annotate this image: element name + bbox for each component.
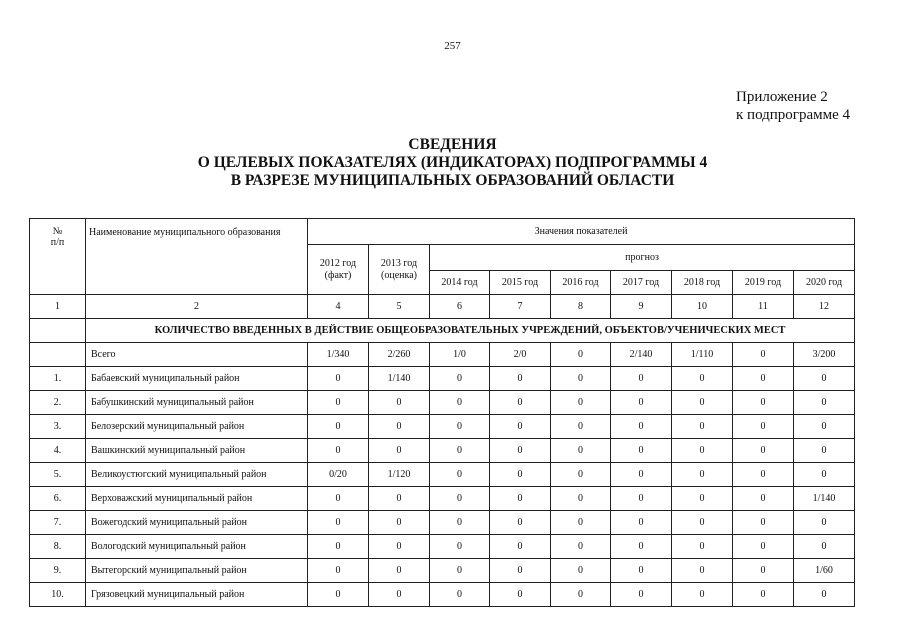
value-cell: 0 — [551, 511, 611, 535]
value-cell: 0 — [672, 367, 733, 391]
title-line-3: В РАЗРЕЗЕ МУНИЦИПАЛЬНЫХ ОБРАЗОВАНИЙ ОБЛАСТИ — [230, 172, 675, 189]
header-forecast: прогноз — [430, 245, 855, 271]
value-cell: 0 — [672, 391, 733, 415]
municipality-name: Верховажский муниципальный район — [86, 487, 308, 511]
value-cell: 0 — [430, 463, 490, 487]
value-cell: 0 — [733, 487, 794, 511]
column-number: 4 — [308, 295, 369, 319]
column-number: 5 — [369, 295, 430, 319]
header-values: Значения показателей — [308, 219, 855, 245]
value-cell: 0 — [430, 367, 490, 391]
column-number: 12 — [794, 295, 855, 319]
value-cell: 0 — [551, 367, 611, 391]
value-cell: 0 — [430, 535, 490, 559]
row-number: 6. — [30, 487, 86, 511]
table-row — [30, 415, 855, 439]
value-cell: 0 — [611, 463, 672, 487]
value-cell: 0 — [551, 559, 611, 583]
table-row — [30, 583, 855, 607]
municipality-name: Вытегорский муниципальный район — [86, 559, 308, 583]
value-cell: 0 — [490, 511, 551, 535]
row-number: 10. — [30, 583, 86, 607]
table-row — [30, 439, 855, 463]
value-cell: 0 — [430, 415, 490, 439]
municipality-name: Вожегодский муниципальный район — [86, 511, 308, 535]
value-cell: 2/260 — [369, 343, 430, 367]
value-cell: 0 — [672, 487, 733, 511]
value-cell: 0 — [551, 391, 611, 415]
municipality-name: Великоустюгский муниципальный район — [86, 463, 308, 487]
value-cell: 0 — [308, 415, 369, 439]
row-number: 7. — [30, 511, 86, 535]
table-row — [30, 535, 855, 559]
header-year: 2019 год — [733, 271, 794, 295]
value-cell: 1/0 — [430, 343, 490, 367]
value-cell: 0 — [672, 583, 733, 607]
row-number: 5. — [30, 463, 86, 487]
value-cell: 3/200 — [794, 343, 855, 367]
column-number: 2 — [86, 295, 308, 319]
header-2013-line-2: (оценка) — [381, 269, 417, 281]
municipality-name: Вологодский муниципальный район — [86, 535, 308, 559]
value-cell: 0/20 — [308, 463, 369, 487]
value-cell: 0 — [733, 391, 794, 415]
value-cell: 1/140 — [369, 367, 430, 391]
value-cell: 0 — [733, 535, 794, 559]
value-cell: 0 — [611, 439, 672, 463]
header-number-line-1: № — [52, 226, 63, 237]
value-cell: 0 — [369, 535, 430, 559]
header-year: 2018 год — [672, 271, 733, 295]
value-cell: 0 — [369, 391, 430, 415]
value-cell: 0 — [369, 487, 430, 511]
value-cell: 0 — [611, 535, 672, 559]
value-cell: 0 — [369, 415, 430, 439]
column-number: 7 — [490, 295, 551, 319]
value-cell: 0 — [430, 559, 490, 583]
column-number: 8 — [551, 295, 611, 319]
value-cell: 0 — [551, 535, 611, 559]
value-cell: 0 — [369, 559, 430, 583]
header-number — [30, 219, 86, 295]
column-number: 10 — [672, 295, 733, 319]
value-cell: 0 — [611, 367, 672, 391]
appendix-note — [736, 88, 850, 124]
value-cell: 0 — [733, 367, 794, 391]
row-number: 2. — [30, 391, 86, 415]
table-row — [30, 511, 855, 535]
value-cell: 0 — [794, 583, 855, 607]
title-line-1: СВЕДЕНИЯ — [408, 136, 497, 153]
indicators-table — [29, 218, 855, 607]
value-cell: 0 — [490, 463, 551, 487]
header-year: 2016 год — [551, 271, 611, 295]
row-number: 4. — [30, 439, 86, 463]
page-number: 257 — [444, 40, 461, 52]
value-cell: 0 — [369, 439, 430, 463]
value-cell: 0 — [490, 535, 551, 559]
value-cell: 0 — [733, 583, 794, 607]
value-cell: 1/110 — [672, 343, 733, 367]
municipality-name: Белозерский муниципальный район — [86, 415, 308, 439]
value-cell: 0 — [490, 415, 551, 439]
value-cell: 0 — [490, 583, 551, 607]
value-cell: 0 — [308, 367, 369, 391]
value-cell: 0 — [551, 583, 611, 607]
column-number: 1 — [30, 295, 86, 319]
header-number-line-2: п/п — [50, 237, 65, 248]
value-cell: 0 — [672, 439, 733, 463]
column-number-row — [30, 295, 855, 319]
value-cell: 0 — [672, 415, 733, 439]
header-year-2012 — [308, 245, 369, 295]
value-cell: 0 — [611, 391, 672, 415]
row-number: 8. — [30, 535, 86, 559]
value-cell: 0 — [551, 343, 611, 367]
value-cell: 0 — [672, 559, 733, 583]
value-cell: 0 — [672, 535, 733, 559]
value-cell: 0 — [430, 391, 490, 415]
value-cell: 0 — [794, 415, 855, 439]
value-cell: 1/140 — [794, 487, 855, 511]
value-cell: 0 — [794, 391, 855, 415]
value-cell: 0 — [733, 511, 794, 535]
value-cell: 0 — [794, 367, 855, 391]
value-cell: 0 — [490, 487, 551, 511]
appendix-line-1: Приложение 2 — [736, 89, 828, 105]
value-cell: 0 — [733, 559, 794, 583]
header-2012-line-2: (факт) — [324, 269, 352, 281]
municipality-name: Бабаевский муниципальный район — [86, 367, 308, 391]
value-cell: 0 — [490, 391, 551, 415]
value-cell: 0 — [672, 511, 733, 535]
municipality-name: Бабушкинский муниципальный район — [86, 391, 308, 415]
row-number: 9. — [30, 559, 86, 583]
table-row — [30, 463, 855, 487]
value-cell: 0 — [369, 511, 430, 535]
title-line-2: О ЦЕЛЕВЫХ ПОКАЗАТЕЛЯХ (ИНДИКАТОРАХ) ПОДПРОГРАММЫ 4 — [197, 154, 708, 171]
value-cell: 0 — [308, 511, 369, 535]
value-cell: 0 — [490, 439, 551, 463]
section-spacer — [30, 319, 86, 343]
value-cell: 0 — [794, 463, 855, 487]
row-number — [30, 343, 86, 367]
value-cell: 0 — [551, 487, 611, 511]
value-cell: 0 — [611, 487, 672, 511]
header-year: 2020 год — [794, 271, 855, 295]
municipality-name: Вашкинский муниципальный район — [86, 439, 308, 463]
value-cell: 0 — [369, 583, 430, 607]
value-cell: 2/140 — [611, 343, 672, 367]
value-cell: 0 — [308, 559, 369, 583]
value-cell: 0 — [733, 439, 794, 463]
table-row — [30, 367, 855, 391]
value-cell: 0 — [551, 415, 611, 439]
value-cell: 0 — [308, 583, 369, 607]
value-cell: 0 — [611, 559, 672, 583]
municipality-name: Грязовецкий муниципальный район — [86, 583, 308, 607]
header-2013-line-1: 2013 год — [380, 257, 418, 269]
header-name: Наименование муниципального образования — [86, 219, 308, 295]
value-cell: 2/0 — [490, 343, 551, 367]
document-title — [0, 136, 905, 190]
column-number: 6 — [430, 295, 490, 319]
value-cell: 0 — [490, 559, 551, 583]
section-title: КОЛИЧЕСТВО ВВЕДЕННЫХ В ДЕЙСТВИЕ ОБЩЕОБРАЗОВАТЕЛЬНЫХ УЧРЕЖДЕНИЙ, ОБЪЕКТОВ/УЧЕНИЧЕСКИХ МЕСТ — [86, 319, 855, 343]
value-cell: 0 — [551, 463, 611, 487]
value-cell: 0 — [308, 535, 369, 559]
column-number: 9 — [611, 295, 672, 319]
municipality-name: Всего — [86, 343, 308, 367]
value-cell: 0 — [430, 487, 490, 511]
value-cell: 1/340 — [308, 343, 369, 367]
value-cell: 0 — [308, 439, 369, 463]
table-row — [30, 559, 855, 583]
value-cell: 0 — [794, 511, 855, 535]
header-2012-line-1: 2012 год — [319, 257, 357, 269]
value-cell: 0 — [430, 583, 490, 607]
header-year: 2014 год — [430, 271, 490, 295]
value-cell: 0 — [611, 511, 672, 535]
value-cell: 0 — [733, 463, 794, 487]
table-row — [30, 343, 855, 367]
value-cell: 1/60 — [794, 559, 855, 583]
value-cell: 0 — [490, 367, 551, 391]
value-cell: 0 — [611, 583, 672, 607]
value-cell: 0 — [308, 391, 369, 415]
value-cell: 0 — [733, 415, 794, 439]
appendix-line-2: к подпрограмме 4 — [736, 107, 850, 123]
value-cell: 0 — [733, 343, 794, 367]
value-cell: 0 — [794, 439, 855, 463]
table-row — [30, 391, 855, 415]
header-year: 2015 год — [490, 271, 551, 295]
value-cell: 0 — [308, 487, 369, 511]
row-number: 3. — [30, 415, 86, 439]
row-number: 1. — [30, 367, 86, 391]
value-cell: 1/120 — [369, 463, 430, 487]
value-cell: 0 — [794, 535, 855, 559]
value-cell: 0 — [430, 511, 490, 535]
column-number: 11 — [733, 295, 794, 319]
header-year: 2017 год — [611, 271, 672, 295]
value-cell: 0 — [672, 463, 733, 487]
value-cell: 0 — [611, 415, 672, 439]
header-year-2013 — [369, 245, 430, 295]
table-row — [30, 487, 855, 511]
value-cell: 0 — [430, 439, 490, 463]
value-cell: 0 — [551, 439, 611, 463]
